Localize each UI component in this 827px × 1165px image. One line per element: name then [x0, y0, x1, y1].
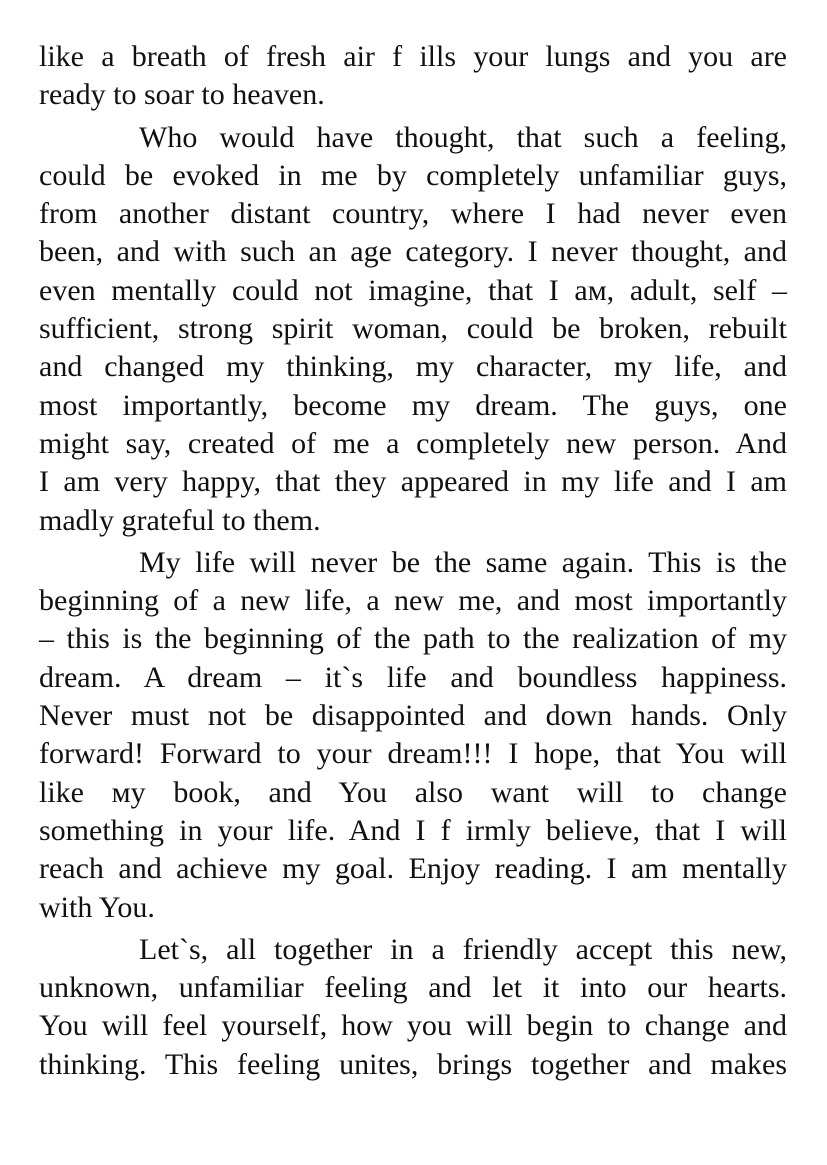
text-line: I am very happy, that they appeared in my life and I am [39, 465, 787, 499]
text-line: Never must not be disappointed and down hands. Only [39, 699, 787, 733]
text-line: Who would have thought, that such a feeling, [139, 120, 787, 154]
text-line: Let`s, all together in a friendly accept this new, [139, 932, 787, 966]
text-line: something in your life. And I f irmly believe, that I will [39, 813, 787, 847]
text-line: madly grateful to them. [39, 503, 321, 537]
document-page [39, 38, 787, 1088]
text-line: like мy book, and You also want will to change [39, 775, 787, 809]
text-line: You will feel yourself, how you will begin to change and [39, 1009, 787, 1043]
text-line: might say, created of me a completely new person. And [39, 426, 787, 460]
text-line: like a breath of fresh air f ills your lungs and you are [39, 40, 787, 73]
text-line: My life will never be the same again. This is the [139, 545, 787, 579]
text-line: most importantly, become my dream. The guys, one [39, 388, 787, 422]
text-line: thinking. This feeling unites, brings together and makes [39, 1047, 787, 1081]
text-line: sufficient, strong spirit woman, could be broken, rebuilt [39, 312, 787, 346]
text-line: with You. [39, 890, 155, 924]
text-line: been, and with such an age category. I never thought, and [39, 235, 787, 269]
text-line: even mentally could not imagine, that I aм, adult, self – [39, 273, 787, 307]
text-line: unknown, unfamiliar feeling and let it into our hearts. [39, 971, 787, 1005]
text-line: – this is the beginning of the path to the realization of my [39, 622, 787, 656]
text-line: could be evoked in me by completely unfamiliar guys, [39, 158, 787, 192]
text-line: dream. A dream – it`s life and boundless happiness. [39, 660, 787, 694]
paragraph [39, 544, 787, 927]
text-line: ready to soar to heaven. [39, 78, 325, 112]
paragraph [39, 119, 787, 540]
paragraph [39, 38, 787, 115]
text-line: beginning of a new life, a new me, and most importantly [39, 584, 787, 618]
text-line: from another distant country, where I had never even [39, 197, 787, 231]
text-line: and changed my thinking, my character, my life, and [39, 350, 787, 384]
text-line: reach and achieve my goal. Enjoy reading. I am mentally [39, 852, 787, 886]
text-line: forward! Forward to your dream!!! I hope, that You will [39, 737, 787, 771]
paragraph [39, 931, 787, 1084]
